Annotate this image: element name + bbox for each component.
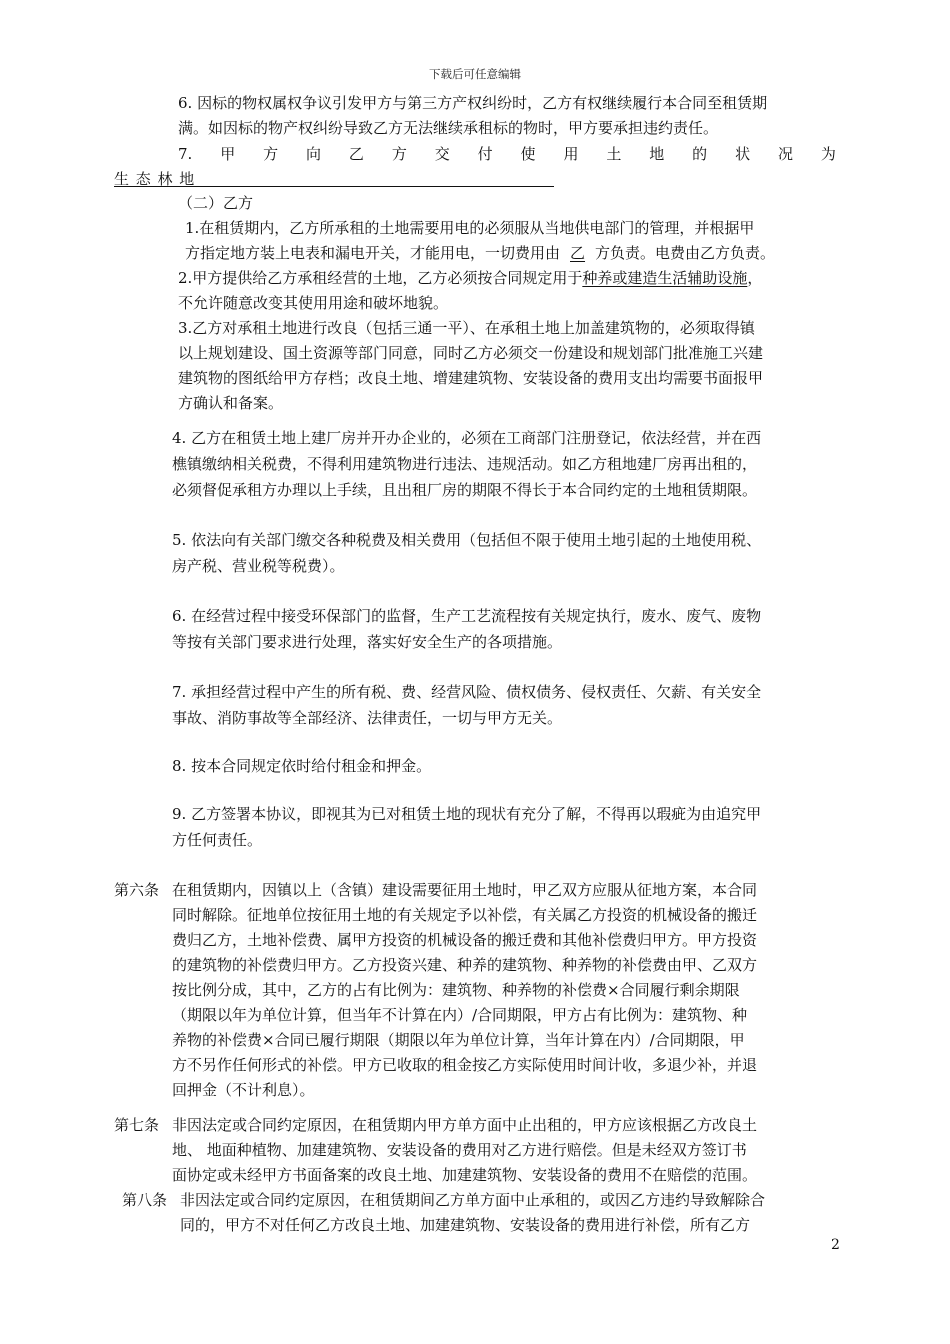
clause-b3-line2: 以上规划建设、国土资源等部门同意，同时乙方必须交一份建设和规划部门批准施工兴建 xyxy=(178,344,764,362)
clause-b2-text-a: 2.甲方提供给乙方承租经营的土地，乙方必须按合同规定用于 xyxy=(178,269,583,287)
clause-a7-char: 土 xyxy=(606,145,622,163)
clause-a7-char: 乙 xyxy=(348,145,364,163)
clause-b7-line1: 7. 承担经营过程中产生的所有税、费、经营风险、债权债务、侵权责任、欠薪、有关安全 xyxy=(172,683,762,701)
article-8-label: 第八条 xyxy=(122,1191,168,1209)
clause-b8-line1: 8. 按本合同规定依时给付租金和押金。 xyxy=(172,757,432,775)
clause-a7-char: 付 xyxy=(477,145,493,163)
article-6-line5: 按比例分成，其中，乙方的占有比例为：建筑物、种养物的补偿费×合同履行剩余期限 xyxy=(172,981,740,999)
article-7-label: 第七条 xyxy=(114,1116,160,1134)
clause-a7-line1 xyxy=(178,144,836,164)
clause-b3-line1: 3.乙方对承租土地进行改良（包括三通一平）、在承租土地上加盖建筑物的，必须取得镇 xyxy=(178,319,755,337)
article-6-line2: 同时解除。征地单位按征用土地的有关规定予以补偿，有关属乙方投资的机械设备的搬迁 xyxy=(172,906,758,924)
clause-b4-line1: 4. 乙方在租赁土地上建厂房并开办企业的，必须在工商部门注册登记，依法经营，并在西 xyxy=(172,429,762,447)
clause-b2-underlined-usage: 种养或建造生活辅助设施 xyxy=(582,269,748,287)
clause-a7-char: 交 xyxy=(434,145,450,163)
clause-b9-line2: 方任何责任。 xyxy=(172,831,263,849)
article-6-line7: 养物的补偿费×合同已履行期限（期限以年为单位计算，当年计算在内）/合同期限，甲 xyxy=(172,1031,745,1049)
clause-a7-char: 的 xyxy=(692,145,708,163)
article-6-line8: 方不另作任何形式的补偿。甲方已收取的租金按乙方实际使用时间计收，多退少补，并退 xyxy=(172,1056,758,1074)
clause-a7-char: 用 xyxy=(563,145,579,163)
clause-b5-line2: 房产税、营业税等税费）。 xyxy=(172,557,345,575)
article-6-line1: 在租赁期内，因镇以上（含镇）建设需要征用土地时，甲乙双方应服从征地方案，本合同 xyxy=(172,881,758,899)
clause-a7-char: 使 xyxy=(520,145,536,163)
clause-a7-char: 为 xyxy=(820,145,836,163)
article-6-line3: 费归乙方，土地补偿费、属甲方投资的机械设备的搬迁费和其他补偿费归甲方。甲方投资 xyxy=(172,931,758,949)
article-7-line2: 地、 地面种植物、加建建筑物、安装设备的费用对乙方进行赔偿。但是未经双方签订书 xyxy=(172,1141,747,1159)
clause-a7-value: 生 态 林 地 xyxy=(114,170,196,188)
clause-b2-text-c: ， xyxy=(747,269,763,287)
clause-b2-line1 xyxy=(178,268,762,288)
clause-b5-line1: 5. 依法向有关部门缴交各种税费及相关费用（包括但不限于使用土地引起的土地使用税、 xyxy=(172,531,762,549)
clause-b4-line2: 樵镇缴纳相关税费，不得利用建筑物进行违法、违规活动。如乙方租地建厂房再出租的， xyxy=(172,455,758,473)
clause-a6-line1: 6. 因标的物权属权争议引发甲方与第三方产权纠纷时，乙方有权继续履行本合同至租赁期 xyxy=(178,94,768,112)
clause-b3-line4: 方确认和备案。 xyxy=(178,394,284,412)
clause-a7-char: 方 xyxy=(263,145,279,163)
clause-b1-underlined-party: 乙 xyxy=(570,244,586,262)
clause-a7-char: 方 xyxy=(391,145,407,163)
clause-a7-char: 地 xyxy=(649,145,665,163)
article-6-line9: 回押金（不计利息）。 xyxy=(172,1081,315,1099)
clause-a7-char: 向 xyxy=(306,145,322,163)
clause-a7-char: 状 xyxy=(735,145,751,163)
clause-b1-text-a: 方指定地方装上电表和漏电开关，才能用电，一切费用由 xyxy=(185,244,561,262)
article-6-label: 第六条 xyxy=(114,881,160,899)
article-8-line2: 同的，甲方不对任何乙方改良土地、加建建筑物、安装设备的费用进行补偿，所有乙方 xyxy=(180,1216,751,1234)
clause-b1-line2 xyxy=(185,243,775,263)
clause-a7-underline xyxy=(114,186,554,187)
clause-b7-line2: 事故、消防事故等全部经济、法律责任，一切与甲方无关。 xyxy=(172,709,563,727)
clause-b1-line1: 1.在租赁期内，乙方所承租的土地需要用电的必须服从当地供电部门的管理，并根据甲 xyxy=(185,219,755,237)
article-7-line1: 非因法定或合同约定原因，在租赁期内甲方单方面中止出租的，甲方应该根据乙方改良土 xyxy=(172,1116,758,1134)
clause-a7-char: 7. xyxy=(178,145,193,163)
section-party-b-heading: （二）乙方 xyxy=(178,194,254,212)
page-number: 2 xyxy=(831,1237,840,1253)
clause-b6-line1: 6. 在经营过程中接受环保部门的监督，生产工艺流程按有关规定执行，废水、废气、废物 xyxy=(172,607,762,625)
clause-b1-text-c: 方负责。电费由乙方负责。 xyxy=(595,244,776,262)
clause-a7-char: 况 xyxy=(777,145,793,163)
clause-b9-line1: 9. 乙方签署本协议，即视其为已对租赁土地的现状有充分了解，不得再以瑕疵为由追究甲 xyxy=(172,805,762,823)
article-6-line4: 的建筑物的补偿费归甲方。乙方投资兴建、种养的建筑物、种养物的补偿费由甲、乙双方 xyxy=(172,956,758,974)
page-header: 下载后可任意编辑 xyxy=(429,67,521,81)
clause-a7-char: 甲 xyxy=(220,145,236,163)
clause-b6-line2: 等按有关部门要求进行处理，落实好安全生产的各项措施。 xyxy=(172,633,563,651)
clause-b2-line2: 不允许随意改变其使用用途和破坏地貌。 xyxy=(178,294,449,312)
clause-a6-line2: 满。如因标的物产权纠纷导致乙方无法继续承租标的物时，甲方要承担违约责任。 xyxy=(178,119,719,137)
clause-b3-line3: 建筑物的图纸给甲方存档；改良土地、增建建筑物、安装设备的费用支出均需要书面报甲 xyxy=(178,369,764,387)
article-7-line3: 面协定或未经甲方书面备案的改良土地、加建建筑物、安装设备的费用不在赔偿的范围。 xyxy=(172,1166,758,1184)
clause-b4-line3: 必须督促承租方办理以上手续，且出租厂房的期限不得长于本合同约定的土地租赁期限。 xyxy=(172,481,758,499)
article-6-line6: （期限以年为单位计算，但当年不计算在内）/合同期限，甲方占有比例为：建筑物、种 xyxy=(172,1006,748,1024)
article-8-line1: 非因法定或合同约定原因，在租赁期间乙方单方面中止承租的，或因乙方违约导致解除合 xyxy=(180,1191,766,1209)
